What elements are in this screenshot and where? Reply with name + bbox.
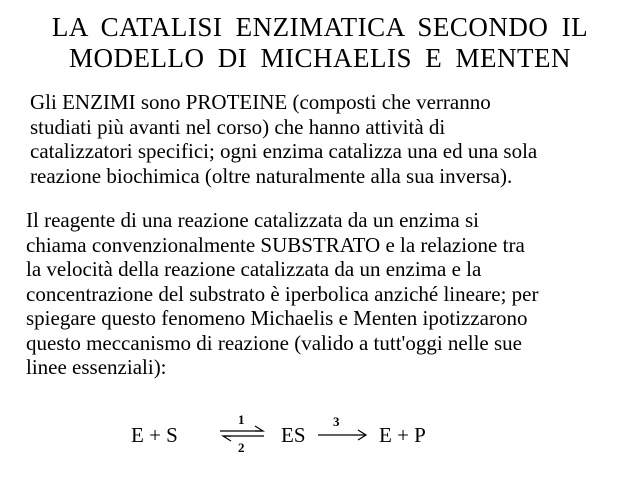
reactants-label: E + S xyxy=(131,423,178,447)
paragraph-line: spiegare questo fenomeno Michaelis e Menten ipotizzarono xyxy=(26,306,528,330)
products-label: E + P xyxy=(379,423,426,447)
paragraph-line: questo meccanismo di reazione (valido a tutt'oggi nelle sue xyxy=(26,330,522,355)
paragraph-line: chiama convenzionalmente SUBSTRATO e la relazione tra xyxy=(26,232,525,257)
rate-constant-k1: 1 xyxy=(238,412,245,427)
forward-arrow-icon xyxy=(316,428,368,442)
paragraph-line: concentrazione del substrato è iperbolica anziché lineare; per xyxy=(26,281,539,306)
title-line-2: MODELLO DI MICHAELIS E MENTEN xyxy=(69,43,571,73)
paragraph-line: reazione biochimica (oltre naturalmente alla sua inversa). xyxy=(30,163,513,188)
rate-constant-k2: 2 xyxy=(238,440,245,455)
title-line-1: LA CATALISI ENZIMATICA SECONDO IL xyxy=(51,12,589,42)
page-title xyxy=(0,12,640,74)
paragraph-line: Il reagente di una reazione catalizzata da un enzima si xyxy=(26,208,479,232)
intro-paragraph xyxy=(30,90,537,188)
substrate-paragraph xyxy=(26,208,539,380)
paragraph-line: catalizzatori specifici; ogni enzima catalizza una ed una sola xyxy=(30,139,538,163)
paragraph-line: linee essenziali): xyxy=(26,355,167,379)
rate-constant-k3: 3 xyxy=(333,414,340,429)
paragraph-line: la velocità della reazione catalizzata da un enzima e la xyxy=(26,257,482,281)
paragraph-line: studiati più avanti nel corso) che hanno attività di xyxy=(30,114,446,139)
reaction-scheme xyxy=(0,410,640,460)
paragraph-line: Gli ENZIMI sono PROTEINE (composti che verranno xyxy=(30,90,491,114)
enzyme-substrate-complex-label: ES xyxy=(281,423,306,447)
